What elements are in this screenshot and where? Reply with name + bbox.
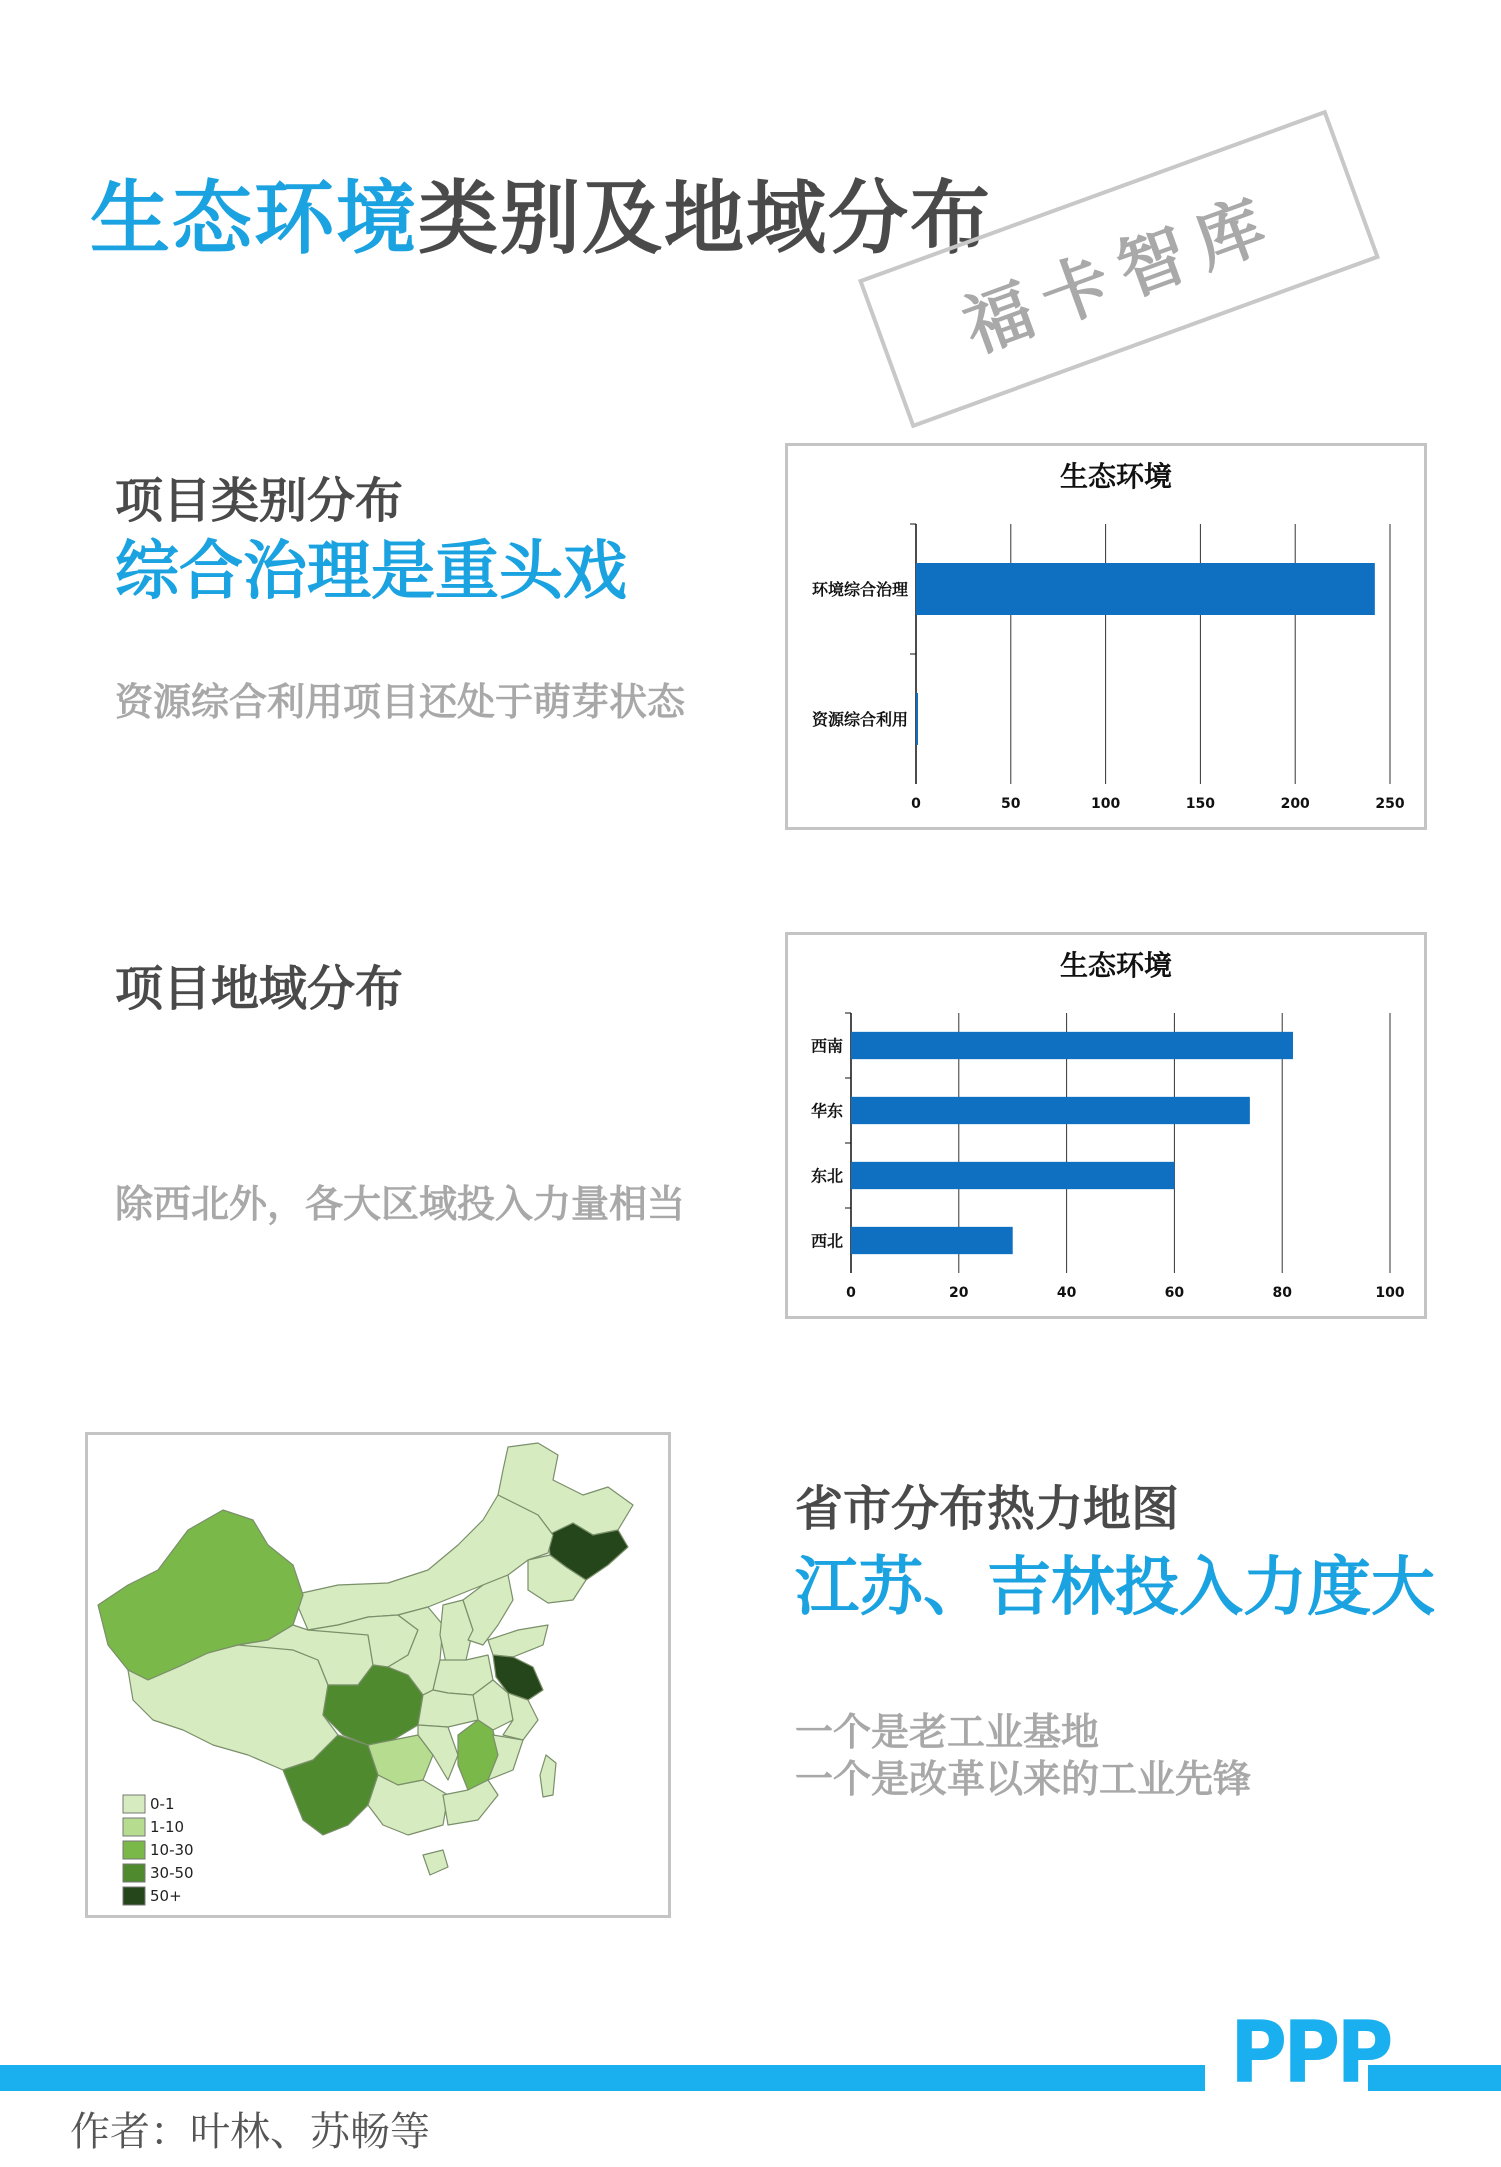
footer-author: 作者：叶林、苏畅等 — [70, 2109, 430, 2155]
chart2-svg — [788, 935, 1424, 1316]
section1-note: 资源综合利用项目还处于萌芽状态 — [115, 680, 686, 724]
china-heat-map — [88, 1435, 668, 1915]
section3-note-line2: 一个是改革以来的工业先锋 — [795, 1757, 1252, 1801]
chart2-category-label-3: 西北 — [810, 1231, 843, 1251]
chart2-title: 生态环境 — [1059, 949, 1173, 982]
chart2-bar-1 — [851, 1097, 1250, 1124]
chart1-category-label-1: 资源综合利用 — [811, 710, 908, 729]
section2-title: 项目地域分布 — [115, 961, 404, 1017]
map-legend — [123, 1795, 194, 1905]
section1-headline: 综合治理是重头戏 — [115, 535, 627, 609]
chart1-title: 生态环境 — [1059, 460, 1173, 493]
footer-bar-left — [0, 2065, 1205, 2091]
legend-label-3: 30-50 — [150, 1864, 194, 1882]
legend-swatch-0 — [123, 1795, 145, 1813]
map-region-guangxi — [368, 1775, 448, 1835]
section3-title: 省市分布热力地图 — [795, 1481, 1180, 1537]
legend-label-0: 0-1 — [150, 1795, 175, 1813]
chart1-xtick-4: 200 — [1280, 796, 1310, 812]
map-regions — [98, 1443, 633, 1875]
chart2-bar-3 — [851, 1227, 1013, 1254]
map-region-taiwan — [540, 1755, 556, 1797]
legend-label-4: 50+ — [150, 1887, 182, 1905]
chart2-category-label-1: 华东 — [810, 1101, 843, 1121]
section3-headline: 江苏、吉林投入力度大 — [795, 1551, 1435, 1625]
legend-label-2: 10-30 — [150, 1841, 194, 1859]
page-title-rest: 类别及地域分布 — [418, 172, 992, 265]
section3-note-line1: 一个是老工业基地 — [795, 1710, 1100, 1754]
chart1-svg — [788, 446, 1424, 827]
chart1-xtick-3: 150 — [1185, 796, 1216, 812]
section2-note: 除西北外，各大区域投入力量相当 — [115, 1182, 686, 1226]
chart1-bar-0 — [916, 563, 1375, 615]
chart2-xtick-4: 80 — [1272, 1285, 1292, 1301]
legend-swatch-3 — [123, 1864, 145, 1882]
chart1-xtick-0: 0 — [911, 796, 921, 812]
chart2-xtick-2: 40 — [1056, 1285, 1077, 1301]
map-region-hainan — [423, 1850, 448, 1875]
map-region-shandong — [488, 1625, 548, 1657]
watermark-stamp — [858, 110, 1380, 429]
chart2-bar-0 — [851, 1032, 1293, 1059]
section1-title: 项目类别分布 — [115, 473, 404, 529]
heatmap-frame — [85, 1432, 671, 1918]
chart1-bar-1 — [916, 693, 918, 745]
chart2-bar-2 — [851, 1162, 1174, 1189]
map-region-hubei — [418, 1690, 478, 1727]
chart2-category-label-2: 东北 — [810, 1166, 843, 1186]
chart1-frame — [785, 443, 1427, 830]
page-title — [90, 172, 992, 265]
chart2-xtick-0: 0 — [846, 1285, 856, 1301]
chart1-category-label-0: 环境综合治理 — [811, 580, 908, 599]
chart1-xtick-2: 100 — [1090, 796, 1121, 812]
chart2-xtick-1: 20 — [949, 1285, 969, 1301]
legend-swatch-1 — [123, 1818, 145, 1836]
chart2-category-label-0: 西南 — [810, 1036, 843, 1056]
map-region-jiangxi — [458, 1720, 498, 1790]
footer-brand: PPP — [1230, 2003, 1390, 2103]
legend-swatch-4 — [123, 1887, 145, 1905]
watermark-text: 福卡智库 — [953, 180, 1289, 368]
chart2-xtick-5: 100 — [1375, 1285, 1405, 1301]
legend-label-1: 1-10 — [150, 1818, 185, 1836]
chart1-xtick-5: 250 — [1375, 796, 1405, 812]
legend-swatch-2 — [123, 1841, 145, 1859]
page-title-highlight: 生态环境 — [90, 172, 418, 265]
chart2-xtick-3: 60 — [1164, 1285, 1185, 1301]
chart2-frame — [785, 932, 1427, 1319]
chart1-xtick-1: 50 — [1001, 796, 1021, 812]
